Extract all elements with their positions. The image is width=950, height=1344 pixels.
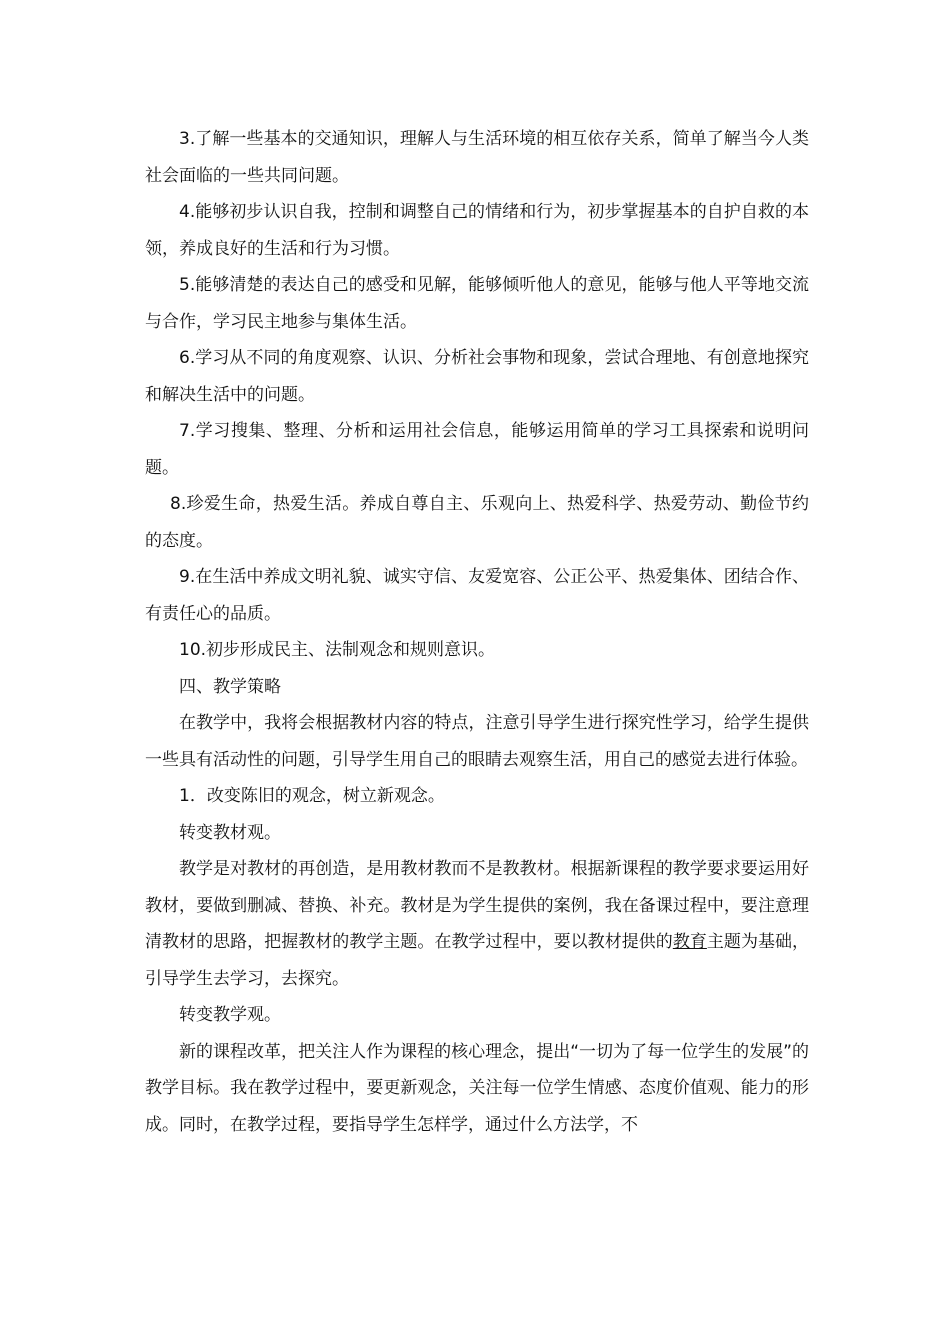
subheading-teaching-view: 转变教学观。 <box>179 1005 281 1025</box>
document-body <box>145 121 809 1143</box>
paragraph-goal-10: 10.初步形成民主、法制观念和规则意识。 <box>179 640 496 660</box>
paragraph-goal-6: 6.学习从不同的角度观察、认识、分析社会事物和现象，尝试合理地、有创意地探究和解决生活中的问题。 <box>145 348 809 405</box>
paragraph-textbook-view <box>145 851 809 997</box>
paragraph-goal-3: 3.了解一些基本的交通知识，理解人与生活环境的相互依存关系，简单了解当今人类社会面临的一些共同问题。 <box>145 129 809 186</box>
section-heading-teaching-strategy: 四、教学策略 <box>179 676 281 697</box>
education-link[interactable]: 教育 <box>672 932 707 952</box>
textbook-view-text-part2: 主题为基础，引导学生去学习，去探究。 <box>145 932 810 989</box>
paragraph-teaching-view: 新的课程改革，把关注人作为课程的核心理念，提出“一切为了每一位学生的发展”的教学目标。我在教学过程中，要更新观念，关注每一位学生情感、态度价值观、能力的形成。同时，在教学过程，要指导学生怎样学，通过什么方法学，不 <box>145 1041 809 1135</box>
paragraph-strategy-1: 1．改变陈旧的观念，树立新观念。 <box>179 786 445 806</box>
paragraph-goal-4: 4.能够初步认识自我，控制和调整自己的情绪和行为，初步掌握基本的自护自救的本领，养成良好的生活和行为习惯。 <box>145 202 809 259</box>
paragraph-strategy-intro: 在教学中，我将会根据教材内容的特点，注意引导学生进行探究性学习，给学生提供一些具有活动性的问题，引导学生用自己的眼睛去观察生活，用自己的感觉去进行体验。 <box>145 713 809 770</box>
textbook-view-text-part1: 教学是对教材的再创造，是用教材教而不是教教材。根据新课程的教学要求要运用好教材，要做到删减、替换、补充。教材是为学生提供的案例，我在备课过程中，要注意理清教材的思路，把握教材的教学主题。在教学过程中，要以教材提供的 <box>145 859 809 952</box>
paragraph-goal-7: 7.学习搜集、整理、分析和运用社会信息，能够运用简单的学习工具探索和说明问题。 <box>145 421 809 478</box>
paragraph-goal-9: 9.在生活中养成文明礼貌、诚实守信、友爱宽容、公正公平、热爱集体、团结合作、有责任心的品质。 <box>145 567 809 624</box>
paragraph-goal-8: 8.珍爱生命，热爱生活。养成自尊自主、乐观向上、热爱科学、热爱劳动、勤俭节约的态度。 <box>145 494 809 551</box>
subheading-textbook-view: 转变教材观。 <box>179 822 281 843</box>
paragraph-goal-5: 5.能够清楚的表达自己的感受和见解，能够倾听他人的意见，能够与他人平等地交流与合作，学习民主地参与集体生活。 <box>145 275 809 332</box>
